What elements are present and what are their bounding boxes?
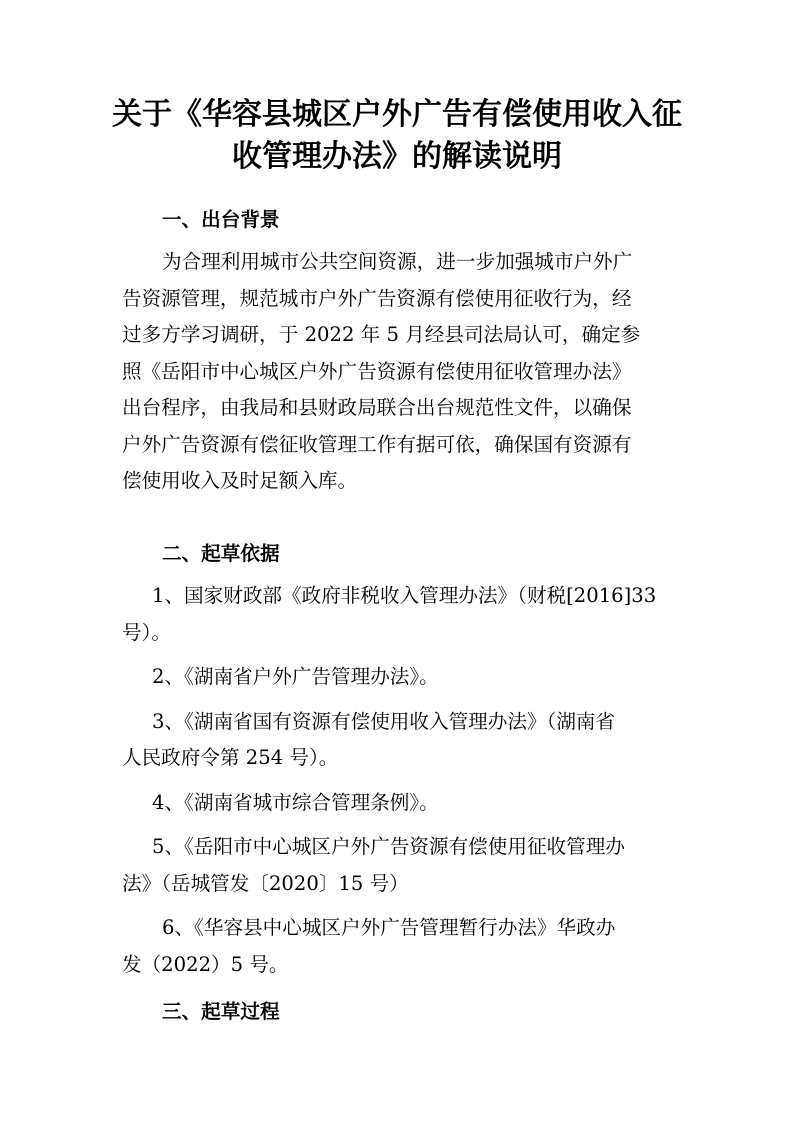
section-heading-process: 三、起草过程 — [162, 1000, 280, 1023]
paragraph-line: 为合理利用城市公共空间资源，进一步加强城市户外广 — [162, 250, 633, 273]
paragraph-line: 照《岳阳市中心城区户外广告资源有偿使用征收管理办法》 — [122, 359, 632, 383]
list-item: 4、《湖南省城市综合管理条例》。 — [152, 790, 439, 814]
document-title — [110, 94, 684, 178]
list-item-continuation: 号）。 — [122, 620, 171, 644]
list-item: 2、《湖南省户外广告管理办法》。 — [152, 665, 439, 688]
paragraph-line: 告资源管理，规范城市户外广告资源有偿使用征收行为，经 — [122, 286, 632, 310]
title-line-2: 收管理办法》的解读说明 — [232, 139, 562, 174]
list-item: 5、《岳阳市中心城区户外广告资源有偿使用征收管理办 — [152, 835, 625, 858]
paragraph-line: 偿使用收入及时足额入库。 — [122, 469, 358, 492]
list-item: 6、《华容县中心城区户外广告管理暂行办法》华政办 — [162, 916, 616, 939]
paragraph-line: 出台程序，由我局和县财政局联合出台规范性文件，以确保 — [122, 396, 632, 419]
section-background-paragraph — [122, 244, 676, 500]
paragraph-line: 过多方学习调研，于 2022 年 5 月经县司法局认可，确定参 — [122, 323, 641, 346]
list-item-continuation: 发（2022）5 号。 — [122, 952, 289, 976]
list-item-continuation: 人民政府令第 254 号）。 — [122, 746, 339, 769]
paragraph-line: 户外广告资源有偿征收管理工作有据可依，确保国有资源有 — [122, 432, 632, 456]
section-heading-basis: 二、起草依据 — [162, 542, 280, 565]
section-heading-background: 一、出台背景 — [162, 208, 280, 231]
list-item: 1、国家财政部《政府非税收入管理办法》（财税[2016]33 — [152, 584, 657, 607]
basis-list — [122, 578, 676, 983]
list-item: 3、《湖南省国有资源有偿使用收入管理办法》（湖南省 — [152, 709, 616, 733]
list-item-continuation: 法》（岳城管发〔2020〕15 号） — [122, 871, 409, 895]
title-line-1: 关于《华容县城区户外广告有偿使用收入征 — [112, 97, 682, 132]
